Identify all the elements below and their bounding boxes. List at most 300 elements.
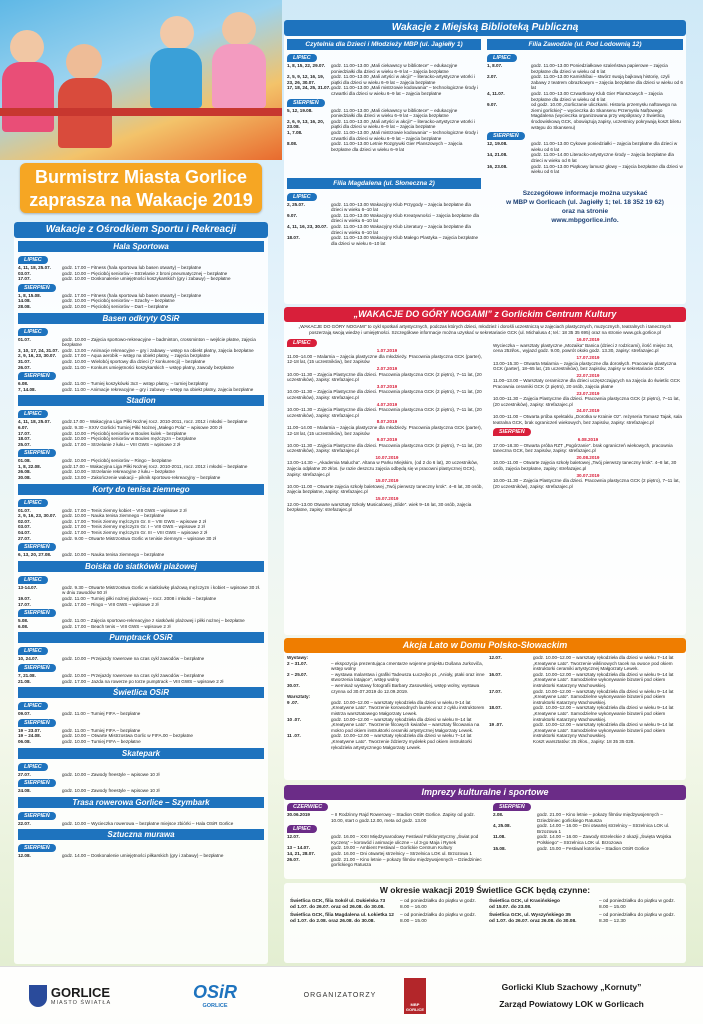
row-date: 01.07. <box>18 507 31 513</box>
list-item <box>18 602 264 608</box>
row-text: godz. 15.00 – Festiwal kotorów – Stadion OSiR Gorlice <box>537 845 650 851</box>
row-date: 09.07. <box>18 711 31 717</box>
list-item <box>287 366 487 383</box>
list-item <box>18 711 264 717</box>
list-item <box>287 224 481 235</box>
row-date: 03.07. <box>18 270 31 276</box>
list-item <box>287 478 487 495</box>
month-tag: LIPIEC <box>18 647 48 655</box>
child-figure-3-body <box>150 48 202 108</box>
month-tag: LIPIEC <box>18 328 48 336</box>
row-date: 17.07.2019 <box>576 354 600 360</box>
osir-section-title: Hala Sportowa <box>18 241 264 252</box>
row-text: godz. 11.00–13.00 „Mali ciekawscy w bibliotece” – edukacyjne poniedziałki dla dzieci w wieku 6–9 lat – zajęcia bezpłatne <box>331 107 458 119</box>
gck-block <box>284 307 686 635</box>
row-date: Wystawy: <box>287 655 309 660</box>
month-tag: SIERPIEŃ <box>18 609 56 617</box>
row-text: godz. 11.00–13.00 Czwartkowy Klub Gier Planszowych – zajęcia bezpłatne dla dzieci w wieku od 6 lat <box>531 90 663 102</box>
row-date: 8.07.2019 <box>376 419 398 425</box>
footer <box>0 966 703 1024</box>
header-banner <box>20 163 262 213</box>
row-text: godz. 16.00 – Dni otwartej strzelnicy – Strzelnica LOK ul. Brzozowa 1 <box>331 850 472 856</box>
crest-icon <box>29 985 47 1007</box>
month-tag: LIPIEC <box>18 763 48 771</box>
row-date: 7, 14.08. <box>18 386 36 392</box>
list-item <box>287 683 485 694</box>
row-date: 24.08. <box>18 788 31 794</box>
osir-section-title: Boiska do siatkówki plażowej <box>18 561 264 572</box>
row-date: 7, 21.08. <box>18 672 36 678</box>
row-text: godz. 11.00–13.00 Poniedziałkowe szaleństwa papierowe – zajęcia bezpłatne dla dzieci w wieku od 6 lat <box>531 63 668 74</box>
row-text: godz. 10.00 – Pięciobój seniorów – Szachy – bezpłatne <box>62 298 175 304</box>
row-text: godz. 17.00 – Tenis ziemny mężczyzn Gr. I – VIII GWS – wpisowe 2 zł <box>62 524 205 530</box>
row-date: 19 .07. <box>489 722 504 728</box>
swietlica-hours: – od poniedziałku do piątku w godz. 8.00 – 16.00 <box>400 899 477 910</box>
row-date: 3, 10, 17, 24, 31.07. <box>18 347 59 353</box>
list-item <box>493 391 683 408</box>
list-item <box>18 365 264 371</box>
list-item <box>287 672 485 683</box>
row-date: 12.08. <box>18 853 31 859</box>
row-date: 16, 23.08. <box>487 163 508 169</box>
list-item <box>18 772 264 778</box>
row-date: 2, 5, 9, 12, 16, 19, 23, 26, 30.07. <box>287 74 325 85</box>
row-text: – II Rodzinny Rajd Rowerowy – Stadion OSiR Gorlice. Zapisy od godz. 10.00, start o godz.12.00, meta od godz. 13.00 <box>331 812 476 823</box>
row-date: 03.07. <box>18 524 31 530</box>
row-date: 9.07. <box>287 212 298 218</box>
list-item <box>493 337 683 354</box>
row-date: 9.07. <box>487 102 498 108</box>
row-text: godz. 10.00 – Pięciobój seniorów – Ringo – bezpłatne <box>62 458 172 464</box>
row-text: godz. 10.00–12.00 – warsztaty rękodzieła dla dzieci w wieku 9–14 lat „Kreatywne Lato”. Samodzielne wykonywanie bizuterii pod okiem instruktorki Katarzyny Wachowskiej. <box>533 688 674 705</box>
row-date: 2, 9, 16, 23, 30.07. <box>18 353 57 359</box>
list-item <box>287 119 481 130</box>
row-text: godz. 13.00 – Zakończenie wakacji – piknik sportowo-rekreacyjny – bezpłatne <box>62 475 221 481</box>
list-item <box>287 213 481 224</box>
list-item <box>487 63 683 74</box>
header-photo <box>0 0 282 160</box>
list-item <box>487 164 683 175</box>
row-date: 16.07. <box>489 671 502 677</box>
row-text: godz. 10.00 – Strzelanie rekreacyjne z łuku – bezpłatne <box>62 469 175 475</box>
mbp-info-l3: oraz na stronie <box>561 207 609 215</box>
list-item <box>493 473 683 490</box>
row-date: 30.06.2019 <box>287 812 310 817</box>
row-text: godz.17.00 – Wakacyjna Liga Piłki Nożnej rocz. 2010-2011, rocz. 2012 i młodsi – bezpłatne <box>62 463 248 469</box>
row-date: 14.08. <box>18 298 31 304</box>
row-date: 6.07. <box>18 424 29 430</box>
row-date: 4.07.2019 <box>376 401 398 407</box>
row-text: godz. 11.00–13.00 „Mali mistrzowie kodowania” – technologiczne środy i czwartki dla dzieci w wieku 6–9 lat – zajęcia bezpłatne <box>331 85 479 96</box>
row-date: 14, 21, 28.07. <box>287 850 316 856</box>
row-date: 9.07.2019 <box>376 437 398 443</box>
row-date: 24.07.2019 <box>576 408 600 414</box>
row-text: godz. 13.00 – Animacje rekreacyjne – gry i zabawy – wstęp na obiekt płatny, zajęcia bezpłatne <box>62 347 254 353</box>
list-item <box>287 235 481 246</box>
list-item <box>18 552 264 558</box>
row-text: godz. 11.00–13.00 Wakacyjny Klub Literatury – zajęcia bezpłatne dla dzieci w wieku 6–10 lat <box>331 224 471 235</box>
row-date: 30.07. <box>287 682 300 688</box>
month-tag: LIPIEC <box>18 702 48 710</box>
month-tag: SIERPIEŃ <box>18 844 56 852</box>
row-text: 11.00–13.00 – Warsztaty ceramiczne dla dzieci uczęszczających na zajęcia do świetlic GCK Pracownia ceramiki GCK (2 piętro), 20 osób, zajęcia płatne <box>493 378 681 389</box>
list-item <box>18 442 264 448</box>
list-item <box>18 304 264 310</box>
row-text: 13.00–15.30 – Otwarta Malarnia – zajęcia plastyczne dla dorosłych. Pracownia plastyczna GCK (parter), 18–65 lat, (15 uczestników), bez zapisów, zapisy w sekretariacie GCK <box>493 360 677 372</box>
row-date: 17.07. <box>489 688 502 694</box>
swietlica-item <box>489 899 680 911</box>
row-text: godz. 11.00–13.00 Letnie Rozgrywki Gier Planszowych – zajęcia bezpłatne dla dzieci w wieku 6–9 lat <box>331 141 463 152</box>
list-item <box>493 408 683 425</box>
row-date: 6.08. <box>18 381 29 387</box>
row-text: 11.00–14.00 – Malarnia – zajęcia plastyczne dla młodzieży. Pracownia plastyczna GCK (parter), 12-18 lat, (15 uczestników), bez zapisów <box>287 353 482 365</box>
list-item <box>287 141 481 152</box>
swietlica-name: Świetlica GCK, ul. Wyszyńskiego 35 <box>489 913 571 918</box>
row-date: 22.07.2019 <box>576 372 600 378</box>
child-figure-4 <box>222 12 256 46</box>
row-text: godz. 10.00 – Wielobój sportowy dla dzieci (7 konkurencji) – bezpłatne <box>62 358 206 364</box>
row-text: 10.00–11.00 – Otwarta próba spektaklu „Dorotka w Krainie Oz”. reżyseria Tomasz Tajak, sala teatralna GCK, brak ograniczeń wiekowych, bez zapisów, zapisy: strefazajec.pl <box>493 413 682 425</box>
row-text: godz. 11.00 – Zajęcia sportowo-rekreacyjne z siatkówki plażowej i piłki nożnej – bezpłatne <box>62 618 245 624</box>
row-text: godz. 11.00 – Turniej piłki nożnej plażowej – rocz. 2008 i młodsi – bezpłatne <box>62 596 217 601</box>
row-text: godz. 10.00 – Zajęcia sportowo-rekreacyjne – badminton, crossminton – wejście płatne, zajęcia bezpłatne <box>62 336 256 348</box>
row-text: 10.00–11.00 – Otwarte zajęcia szkoły baletowej „Twój pierwszy taneczny krok”. 4–8 lat, 30 osób, zajęcia bezpłatne, zapisy: strefazajec.pl <box>287 483 483 495</box>
row-date: 19.07. <box>18 596 31 601</box>
osir-logo-sub: GORLICE <box>202 1003 228 1009</box>
osir-sections <box>18 241 264 859</box>
row-date: 14, 21.08. <box>487 152 508 158</box>
mbp-block <box>284 20 686 304</box>
row-date: 31.07. <box>18 358 31 364</box>
list-item <box>493 355 683 372</box>
row-text: godz. 19.00 – Ambient Festiwal – Gorlickie Centrum Kultury <box>331 845 453 851</box>
gorlice-name: GORLICE <box>50 985 111 1000</box>
row-date: 12.07. <box>287 834 300 840</box>
row-text: godz. 11.00–13.00 „Mali artyści w akcji!” – literacko-artystyczne wtorki i piątki dla dzieci w wieku 6–9 lat – zajęcia bezpłatne <box>331 74 475 85</box>
list-item <box>493 373 683 390</box>
row-text: godz. 11.00–13.00 Wakacyjny Klub Małego Plastyka – zajęcia bezpłatne dla dzieci w wieku 6–10 lat <box>331 235 479 246</box>
month-tag: SIERPIEŃ <box>18 664 56 672</box>
row-text: 10.00–11.30 – Zajęcia Plastyczne dla dzieci. Pracownia plastyczna GCK (2 piętro), 7–11 lat, (20 uczestników), zapisy: strefazajec.pl <box>493 478 680 489</box>
row-text: – wystawa malarstwa i grafiki Tadeusza Łuczejko pt. „Anioły, ptaki oraz inne stworzenia latające”, wstęp wolny <box>331 671 485 683</box>
gck-intro: „WAKACJE DO GÓRY NOGAMI” to cykl spotkań artystycznych, podczas których dzieci, młodzież i dorośli uczestniczą w zajęciach plastycznych, muzycznych, teatralnych i tanecznych poszerzają swoją wiedzę i umiejętności. Szczegółowe informacje można uzyskać w sekretariacie GCK (ul. Michalusa 4; tel.: 18 35 35 695) oraz na stronie www.gck.gorlice.pl <box>298 324 672 335</box>
month-tag: LIPIEC <box>18 576 48 584</box>
list-item <box>287 402 487 419</box>
row-text: godz. 14.00 – 16.00 – Dni otwartej strzelnicy – Strzelnica LOK ul. Brzozowa 1 <box>537 823 670 834</box>
row-text: godz. 17.00 – Fitness (hala sportowa lub basen otwarty) – bezpłatne <box>62 292 202 298</box>
czytelnia-lipiec-tag: LIPIEC <box>287 54 317 62</box>
list-item <box>489 739 683 745</box>
list-item <box>489 655 683 672</box>
row-text: godz. 11.00 – Turniej FIFA – bezpłatne <box>62 727 141 733</box>
list-item <box>18 679 264 685</box>
row-date: 2 – 31.07. <box>287 660 308 666</box>
row-text: od godz. 10.00 „Gorliczanie uliczkami. Historia przemysłu naftowego na ziemi gorlickiej” – wycieczka do Skansenu Przemysłu Naftowego Magdalena (wycieczka organizowana przy współpracy z Świetlicą środowiskową GCK, obowiązują zapisy, uczestnicy pokrywają koszt biletu wstępu do Skansenu) <box>531 102 681 130</box>
list-item <box>287 834 487 845</box>
row-date: 10.07.2019 <box>375 454 399 460</box>
list-item <box>287 384 487 401</box>
list-item <box>487 102 683 130</box>
list-item <box>18 624 264 630</box>
row-date: 1, 8, 15, 22, 29.07. <box>287 63 326 68</box>
list-item <box>18 585 264 596</box>
swietlica-date: od 1.07. do 2.08. oraz 26.08. do 30.08. <box>290 919 375 924</box>
list-item <box>489 689 683 706</box>
swietlica-hours: – od poniedziałku do piątku w godz. 8.30 – 12.30 <box>599 913 676 924</box>
header-line2: zaprasza na Wakacje 2019 <box>29 190 253 210</box>
row-text: 17.00–18.30 – Otwarta próba RZT „Pogórzanie”. brak ograniczeń wiekowych, pracownia taneczna GCK, bez zapisów, zapisy: strefazajec.pl <box>493 442 673 454</box>
czytelnia-col <box>284 36 484 175</box>
row-date: 26.08. <box>18 469 31 475</box>
row-text: godz. 11.00–13.00 Piątkowy lamusz głowy – zajęcia bezpłatne dla dzieci w wieku od 6 lat <box>531 163 683 175</box>
row-text: godz. 10.00 – Otwarte Mistrzostwa Gorlic w FIFA.00 – bezpłatne <box>62 733 193 739</box>
row-date: 2.07. <box>487 74 498 80</box>
osir-logo <box>140 982 290 1009</box>
list-item <box>489 722 683 739</box>
list-item <box>287 419 487 436</box>
month-tag: LIPIEC <box>18 410 48 418</box>
row-text: godz. 17.00 – Fitness (hala sportowa lub basen otwarty) – bezpłatne <box>62 265 202 270</box>
list-item <box>18 475 264 481</box>
row-date: 01.07. <box>18 336 31 342</box>
list-item <box>493 437 683 454</box>
row-text: godz. 10.00 – Przejazdy rowerowe na czas cykl zawodów – bezpłatne <box>62 656 205 662</box>
child-figure-1-body <box>2 62 54 132</box>
playground-bar <box>0 108 282 116</box>
row-text: godz. 11.00–13.00 Kamishibai – stwórz swoją bajkową historię, czyli zabawy z teatrem obrazkowym – zajęcia bezpłatne dla dzieci w wieku od 6 lat <box>531 74 683 91</box>
list-item <box>487 91 683 102</box>
row-text: godz. 11.00–13.00 Wakacyjny Klub Kreatywności – zajęcia bezpłatne dla dzieci w wieku 6–10 lat <box>331 212 480 224</box>
list-item <box>493 455 683 472</box>
row-date: 30.07.2019 <box>576 472 600 478</box>
row-text: godz. 10.00 – Turniej FIFA – bezpłatne <box>62 738 141 744</box>
czytelnia-sierpien-tag: SIERPIEŃ <box>287 99 325 107</box>
row-text: godz. 10.00 – Pięciobój seniorów w Boules kulek – bezpłatne <box>62 430 187 436</box>
organizers-list <box>440 979 703 1013</box>
gorlice-sub: MIASTO ŚWIATŁA <box>50 1000 112 1006</box>
swietlica-name: Świetlica GCK, filia Sokół ul. Dukielska 73 <box>290 899 386 904</box>
row-text: godz. 10.00 – Przejazdy rowerowe na czas cykl zawodów – bezpłatne <box>62 672 205 678</box>
list-item <box>18 337 264 348</box>
list-item <box>489 672 683 689</box>
row-text: – wernisaż wystawy fotografii Barbary Zasowskiej, wstęp wolny, wystawa czynna od 30.07.2019 do 12.09.2019. <box>331 682 480 694</box>
row-date: 2.07.2019 <box>376 365 398 371</box>
list-item <box>487 141 683 152</box>
row-date: 2, 6, 9, 13, 16, 20, 23.08. <box>287 118 325 130</box>
row-date: 1, 8, 22.08. <box>18 463 41 469</box>
row-text: godz. 17.00 – Tenis ziemny kobiet – VIII GWS – wpisowe 2 zł <box>62 507 187 513</box>
list-item <box>487 152 683 163</box>
list-item <box>493 846 683 852</box>
list-item <box>287 661 485 672</box>
list-item <box>287 74 481 85</box>
row-date: 15.07.2019 <box>375 478 399 484</box>
row-date: 11.08. <box>493 834 506 840</box>
row-text: 13.00–14.30 – „Akademia Malucha”. Altana w Parku Miejskim, (od 2 do 6 lat), 20 uczestników, zajęcia odpłatne 20 zł/os. (w razie deszczu zajęcia odbędą się w pracowni plastycznej GCK), zapisy: strefazajec.pl <box>287 460 478 477</box>
row-date: 2, 25.07. <box>287 201 305 207</box>
row-date: 30.08. <box>18 475 31 481</box>
magdalena-lipiec-tag: LIPIEC <box>287 193 317 201</box>
osir-column <box>14 222 268 964</box>
row-date: 13-14.07. <box>18 584 38 590</box>
list-item <box>493 834 683 845</box>
gck-lipiec-tag: LIPIEC <box>287 339 317 347</box>
mbp-info-l1: Szczegółowe informacje można uzyskać <box>522 189 648 197</box>
row-text: 10.00–11.00 – Otwarte zajęcia szkoły baletowej „Twój pierwszy taneczny krok”. 4–8 lat, 30 osób, zajęcia bezpłatne, zapisy: strefazajec.pl <box>493 460 677 472</box>
row-date: 23.07.2019 <box>576 390 600 396</box>
row-text: 10.00–11.30 – Zajęcia Plastyczne dla dzieci. Pracownia plastyczna GCK (2 piętro), 7–11 lat, (20 uczestników), zapisy: strefazajec.pl <box>493 396 680 407</box>
imprezy-lipiec-tag: LIPIEC <box>287 825 317 833</box>
row-text: godz. 11.00 – Konkurs umiejętności koszykarskich – wstęp płatny, zawody bezpłatne <box>62 364 234 370</box>
row-text: 10.00–11.30 – Zajęcia Plastyczne dla dzieci. Pracownia plastyczna GCK (2 piętro), 7–11 lat, (20 uczestników), zapisy: strefazajec.pl <box>287 442 482 454</box>
row-date: 9 .07. <box>287 699 299 705</box>
month-tag: SIERPIEŃ <box>18 779 56 787</box>
row-date: 17.07. <box>18 276 31 282</box>
row-date: 21.08. <box>18 678 31 684</box>
swietlica-item <box>489 913 680 925</box>
row-text: godz. 9.30 – XXIV Gorlicki Turniej Piłki Nożnej „Małego Pola” – wpisowe 200 zł <box>62 424 223 430</box>
imprezy-czerwiec-row <box>287 812 487 823</box>
row-date: 18.07. <box>18 436 31 442</box>
row-date: 2 – 25.07. <box>287 671 308 677</box>
row-text: godz. 14.00 – 16.00 – Zawody strzeleckie z okazji „Święta Wojska Polskiego” – Strzelnica LOK ul. Brzozowa <box>537 834 672 845</box>
swietlice-block <box>284 883 686 963</box>
row-date: 19 – 24.08. <box>18 733 41 739</box>
month-tag: SIERPIEŃ <box>18 543 56 551</box>
organizatorzy-label: ORGANIZATORZY <box>303 992 377 999</box>
row-date: 04.07. <box>18 530 31 536</box>
row-date: 2.08. <box>493 812 504 817</box>
row-date: 3.07.2019 <box>376 383 398 389</box>
row-text: godz. 11.00 – Turniej koszykówki 3x3 – wstęp płatny, – turniej bezpłatny <box>62 381 208 387</box>
zawodzie-col <box>484 36 686 175</box>
row-date: 4, 11.07. <box>487 90 505 96</box>
month-tag: LIPIEC <box>18 256 48 264</box>
row-text: 10.00–11.30 – Zajęcia Plastyczne dla dzieci. Pracownia plastyczna GCK (2 piętro), 7–11 lat, (20 uczestników), zapisy: strefazajec.pl <box>287 371 482 383</box>
imprezy-title: Imprezy kulturalne i sportowe <box>284 785 686 800</box>
magdalena-col <box>284 175 484 247</box>
row-date: 16.07.2019 <box>576 337 600 343</box>
row-date: 19 – 23.07. <box>18 727 41 733</box>
child-figure-4-body <box>212 44 266 108</box>
mbp-info-l2: w MBP w Gorlicach (ul. Jagiełły 1; tel. 18 352 19 62) <box>506 198 664 206</box>
row-date: 02.07. <box>18 518 31 524</box>
swietlice-title: W okresie wakacji 2019 Świetlice GCK będą czynne: <box>379 885 591 895</box>
row-text: godz. 10.00 – Pięciobój seniorów w Boules mężczyzn – bezpłatne <box>62 436 197 442</box>
row-date: 15.08. <box>493 845 506 851</box>
osir-section-title: Trasa rowerowa Gorlice – Szymbark <box>18 797 264 808</box>
row-date: 1, 7.08. <box>287 129 303 135</box>
osir-section-title: Basen odkryty OSiR <box>18 313 264 324</box>
row-text: godz. 10.00–12.00 – warsztaty rękodzieła dla dzieci w wieku 9–14 lat „Kreatywne Lato”. Samodzielne wykonywanie bizuterii pod okiem instruktorki Katarzyny Wachowskiej. <box>533 705 674 722</box>
row-text: godz. 17.00 – Aqua aerobik – wstęp na obiekt płatny, – zajęcia bezpłatne <box>62 353 211 359</box>
osir-logo-name: OSiR <box>192 982 237 1002</box>
row-text: godz. 10.00 – Nauka tenisa ziemnego – bezpłatne <box>62 513 165 519</box>
list-item <box>287 63 481 74</box>
list-item <box>287 857 487 868</box>
swietlica-name: Świetlica GCK, ul Krasińskiego <box>489 899 560 904</box>
row-text: 10.00–11.30 – Zajęcia Plastyczne dla dzieci. Pracownia plastyczna GCK (2 piętro), 7–11 lat, (20 uczestników), zapisy: strefazajec.pl <box>287 407 482 418</box>
row-date: 13 – 14.07. <box>287 845 310 851</box>
row-text: godz. 10.00 – Doskonalenie umiejętności koszykarskich (gry i zabawy) – bezpłatne <box>62 276 231 282</box>
swietlica-item <box>290 913 481 925</box>
row-date: 17, 18, 24, 25, 31.07. <box>287 85 331 91</box>
gck-title: „WAKACJE DO GÓRY NOGAMI” z Gorlickim Centrum Kultury <box>284 307 686 322</box>
month-tag: SIERPIEŃ <box>18 449 56 457</box>
row-text: godz. 11.00–13.00 Cykowe poniedziałki – zajęcia bezpłatne dla dzieci w wieku od 6 lat <box>531 141 678 152</box>
row-date: 4, 25.08. <box>493 823 511 829</box>
list-item <box>287 700 485 717</box>
row-text: godz. 17.00 – Beach tenis – VIII GWS – wpisowe 2 zł <box>62 623 171 629</box>
list-item <box>493 823 683 834</box>
polsko-title: Akcja Lato w Domu Polsko-Słowackim <box>284 638 686 653</box>
row-date: 5, 12, 19.08. <box>287 107 313 113</box>
list-item <box>287 108 481 119</box>
list-item <box>287 348 487 365</box>
row-date: 1.07.2019 <box>376 348 398 354</box>
gck-sierpien-tag: SIERPIEŃ <box>493 428 531 436</box>
row-text: godz. 10.00–12.00 – warsztaty rękodzieła dla dzieci w wieku 7–14 lat „Kreatywne Lato”. Tworzenie ździerzy mydełek pod okiem instruktorki rękodzieła artystycznego Małgorzaty Lewek. <box>331 733 472 750</box>
list-item <box>489 705 683 722</box>
row-date: 22.07. <box>18 820 31 826</box>
row-text: godz. 11.00–14.00 Literacko-artystyczne środy – zajęcia bezpłatne dla dzieci w wieku od 6 lat <box>531 152 674 163</box>
row-text: godz. 17.00 – Ringo – VIII GWS – wpisowe 2 zł <box>62 601 159 607</box>
zawodzie-lipiec-tag: LIPIEC <box>487 54 517 62</box>
list-item <box>287 130 481 141</box>
swietlica-date: od 1.07. do 26.07. oraz od 26.08. do 30.08. <box>290 905 385 910</box>
row-date: 27.07. <box>18 771 31 777</box>
list-item <box>287 85 481 96</box>
row-date: 1, 8.07. <box>487 63 503 68</box>
osir-section-title: Stadion <box>18 395 264 406</box>
zawodzie-sierpien-tag: SIERPIEŃ <box>487 132 525 140</box>
row-text: godz. 17.00 – Strzelanie z łuku – VIII GWS – wpisowe 2 zł <box>62 441 181 447</box>
row-text: 12.00–13.00 Otwarte warsztaty Szkoły Musicalowej „Slide”. wiek 9–16 lat, 30 osób, zajęcia bezpłatne, zapisy: strefazajec.pl <box>287 501 472 513</box>
organizer-2: Zarząd Powiatowy LOK w Gorlicach <box>499 998 644 1009</box>
child-figure-1 <box>10 30 44 64</box>
gorlice-logo <box>0 985 140 1007</box>
row-text: godz. 10.00 – Pięciobój seniorów – Strzelanie z broni pneumatycznej – bezpłatne <box>62 270 228 276</box>
row-text: 11.00–14.00 – Malarnia – zajęcia plastyczne dla młodzieży. Pracownia plastyczna GCK (parter), 12-18 lat, (15 uczestników), bez zapisów <box>287 424 482 436</box>
row-text: godz. 17.00 – Tenis ziemny mężczyzn Gr. III – VIII GWS – wpisowe 2 zł <box>62 530 208 536</box>
polsko-block <box>284 638 686 780</box>
swietlica-hours: – od poniedziałku do piątku w godz. 8.00 – 15.00 <box>599 899 676 910</box>
row-date: 10 .07. <box>287 716 302 722</box>
month-tag: SIERPIEŃ <box>18 372 56 380</box>
list-item <box>18 656 264 662</box>
row-date <box>489 739 533 745</box>
list-item <box>18 739 264 745</box>
list-item <box>18 387 264 393</box>
row-date: 18.07. <box>489 705 502 711</box>
mbp-logo <box>390 978 440 1014</box>
row-text: godz. 10.00–12.00 – warsztaty rękodzieła dla dzieci w wieku 7–14 lat „Kreatywne Lato”. Tworzenie wiklinowych tacek na owoce pod okiem instruktorki ceramiki artystycznej Małgorzaty Lewek. <box>533 655 674 672</box>
row-text: godz. 11.00–13.00 Wakacyjny Klub Przygody – zajęcia bezpłatne dla dzieci w wieku 6–10 lat <box>331 201 471 213</box>
mbp-info-l4[interactable]: www.mbpgorlice.info. <box>551 216 619 224</box>
month-tag: SIERPIEŃ <box>18 812 56 820</box>
row-text: godz. 10.00–12.00 – warsztaty rękodzieła dla dzieci w wieku 9-14 lat „Kreatywne Lato”. Tworzenie korowodnych laurek wraz z cyklu instruktorem mistrza warsztatowego Małgorzaty Lewek. <box>331 699 485 716</box>
row-date: 4, 11, 16, 23, 30.07. <box>287 224 328 230</box>
row-date: 01.08. <box>18 458 31 464</box>
row-text: godz. 10.00 – Zawody freestyle – wpisowe 10 zł <box>62 788 160 794</box>
row-text: godz. 21.00 – Kino letnie – pokazy filmów międzywojennych – Dziedziniec gorlickiego Ratusza <box>537 812 663 823</box>
zawodzie-title: Filia Zawodzie (ul. Pod Lodownią 12) <box>487 39 683 50</box>
row-text: godz. 14.00 – Doskonalenie umiejętności piłkarskich (gry i zabawy) – bezpłatne <box>62 853 224 859</box>
imprezy-block <box>284 785 686 879</box>
list-item <box>18 853 264 859</box>
row-date: 26.07. <box>287 856 300 862</box>
row-date: 1, 8, 15.08. <box>18 292 41 298</box>
